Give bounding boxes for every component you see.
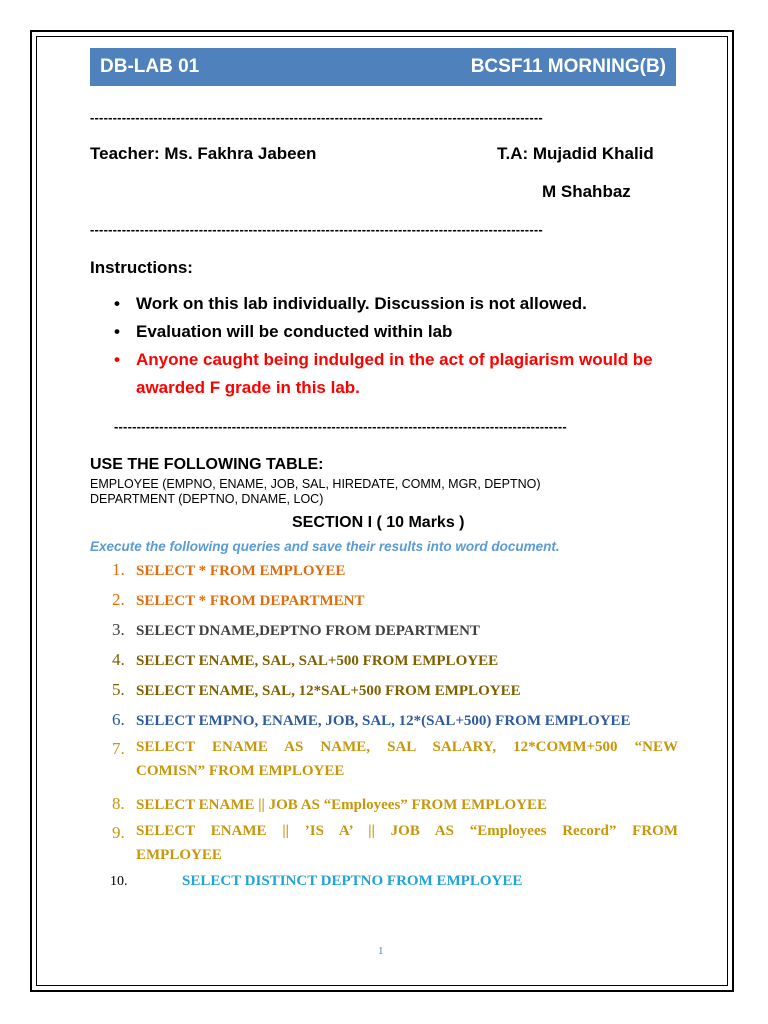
query-text: SELECT EMPNO, ENAME, JOB, SAL, 12*(SAL+500) FROM EMPLOYEE [136,713,631,729]
query-item [112,794,678,814]
instructions-title: Instructions: [90,258,193,277]
query-number: 9. [112,823,125,842]
query-number: 6. [112,710,125,729]
section-title: SECTION I ( 10 Marks ) [292,514,465,531]
separator-line: ---------------------------------------------------------------------------------------------------- [90,222,543,237]
lab-title: DB-LAB 01 [100,56,200,77]
query-text: SELECT DISTINCT DEPTNO FROM EMPLOYEE [182,873,523,889]
query-text: SELECT ENAME, SAL, SAL+500 FROM EMPLOYEE [136,653,499,669]
ta2-name: M Shahbaz [542,182,631,201]
query-item [112,590,678,610]
query-item [110,873,676,890]
query-item [112,560,678,580]
query-item [112,620,678,640]
query-number: 5. [112,680,125,699]
query-number: 4. [112,650,125,669]
query-item [112,650,678,670]
query-item [112,739,678,780]
instruction-item: • Evaluation will be conducted within lab [114,322,453,341]
employee-table-schema: EMPLOYEE (EMPNO, ENAME, JOB, SAL, HIREDATE, COMM, MGR, DEPTNO) [90,477,541,491]
query-number: 8. [112,794,125,813]
query-number: 10. [110,874,128,889]
query-text-continued: EMPLOYEE [136,847,222,863]
query-item [112,823,678,864]
instruction-item-warning: • Anyone caught being indulged in the act of plagiarism would be awarded F grade in this lab. [114,350,653,397]
header-bar [90,48,676,86]
query-text-continued: COMISN” FROM EMPLOYEE [136,763,345,779]
instructions-list [110,290,690,402]
query-number: 2. [112,590,125,609]
ta-name: T.A: Mujadid Khalid [497,144,654,163]
query-item [112,680,678,700]
query-text: SELECT ENAME || ’IS A’ || JOB AS “Employees Record” FROM [136,823,678,839]
instruction-item: • Work on this lab individually. Discussion is not allowed. [114,294,587,313]
query-number: 1. [112,560,125,579]
separator-line: ---------------------------------------------------------------------------------------------------- [90,110,543,125]
query-item [112,710,678,730]
query-text: SELECT * FROM EMPLOYEE [136,563,346,579]
query-text: SELECT * FROM DEPARTMENT [136,593,365,609]
separator-line: ---------------------------------------------------------------------------------------------------- [114,419,567,434]
teacher-name: Teacher: Ms. Fakhra Jabeen [90,144,317,163]
section-subtitle: Execute the following queries and save their results into word document. [90,539,560,554]
query-number: 7. [112,739,125,758]
query-text: SELECT ENAME AS NAME, SAL SALARY, 12*COMM+500 “NEW [136,739,678,755]
tables-title: USE THE FOLLOWING TABLE: [90,456,324,473]
query-text: SELECT ENAME, SAL, 12*SAL+500 FROM EMPLOYEE [136,683,521,699]
class-title: BCSF11 MORNING(B) [470,56,666,77]
query-text: SELECT DNAME,DEPTNO FROM DEPARTMENT [136,623,480,639]
query-text: SELECT ENAME || JOB AS “Employees” FROM EMPLOYEE [136,797,547,813]
query-number: 3. [112,620,125,639]
page-number: 1 [378,945,384,957]
department-table-schema: DEPARTMENT (DEPTNO, DNAME, LOC) [90,492,324,506]
